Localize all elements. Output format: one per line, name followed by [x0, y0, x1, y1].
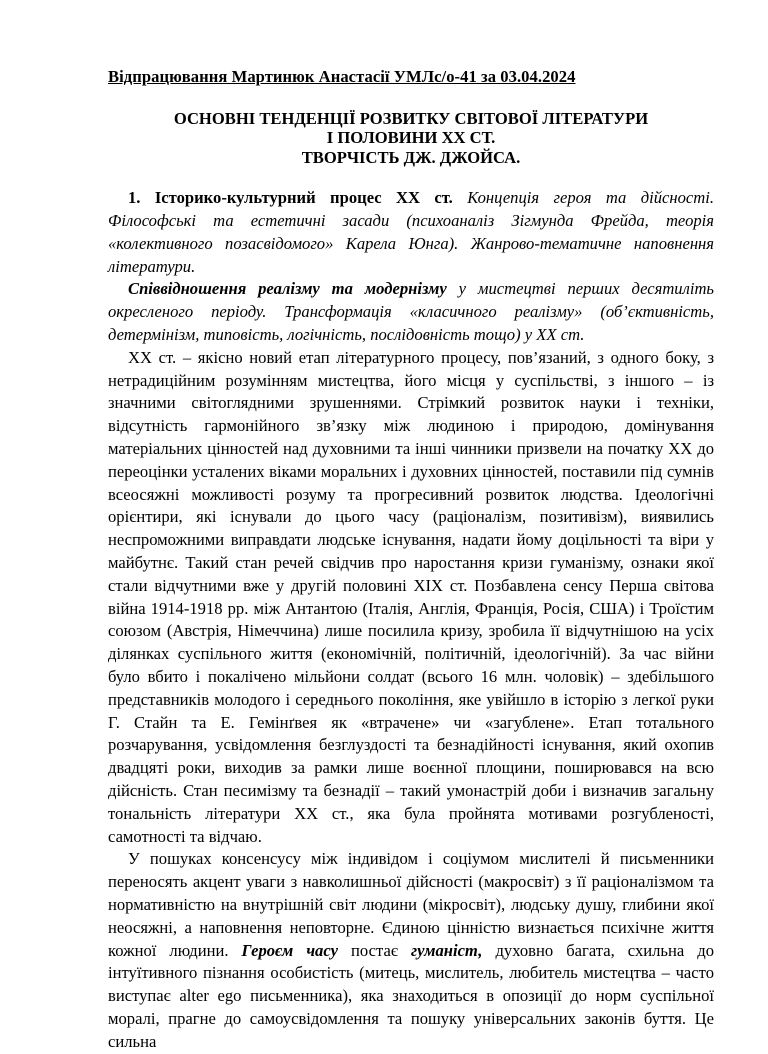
document-title	[108, 109, 714, 168]
hero-of-time-term: Героєм часу	[241, 940, 338, 960]
subsection-heading: Співвідношення реалізму та модернізму	[128, 279, 447, 299]
section-1-paragraph	[108, 187, 714, 278]
humanist-term: гуманіст,	[411, 940, 483, 960]
section-1-heading: 1. Історико-культурний процес ХХ ст.	[128, 188, 453, 208]
title-line-3: ТВОРЧІСТЬ ДЖ. ДЖОЙСА.	[301, 147, 521, 167]
subsection-text: у мистецтві перших десятиліть окресленого періоду. Трансформація «класичного реалізму» (об’єктивність, детермінізм, типовість, логічність, послідовність тощо) у ХХ ст.	[108, 279, 714, 345]
paragraph-2-part-3: духовно багата, схильна до інтуїтивного пізнання особистість (митець, мислитель, любитель мистецтва – часто виступає alter ego письменника), яка знаходиться в опозиції до норм суспільної моралі, прагне до самоусвідомлення та пошуку універсальних законів буття. Це сильна	[108, 940, 715, 1051]
body-paragraph-1: ХХ ст. – якісно новий етап літературного процесу, пов’язаний, з одного боку, з нетрадиційним розумінням мистецтва, його місця у суспільстві, з іншого – із значними світоглядними зрушеннями. Стрімкий розвиток науки і техніки, відсутність гармонійного зв’язку між людиною і природою, домінування матеріальних цінностей над духовними та інші чинники призвели на початку ХХ до переоцінки усталених віками моральних і духовних цінностей, поставили під сумнів всеосяжні можливості розуму та прогресивний розвиток людства. Ідеологічні орієнтири, які існували до цього часу (раціоналізм, позитивізм), виявились неспроможними виправдати людське існування, надати йому доцільності та віри у майбутнє. Такий стан речей свідчив про наростання кризи гуманізму, ознаки якої стали відчутними вже у другій половині ХІХ ст. Позбавлена сенсу Перша світова війна 1914-1918 рр. між Антантою (Італія, Англія, Франція, Росія, США) і Троїстим союзом (Австрія, Німеччина) лише посилила кризу, зробила її відчутнішою на усіх ділянках суспільного життя (економічній, політичній, ідеологічній). За час війни було вбито і покалічено мільйони солдат (всього 16 млн. чоловік) – здебільшого представників молодого і середнього покоління, яке увійшло в історію з легкої руки Г. Стайн та Е. Гемінґвея як «втрачене» чи «загублене». Етап тотального розчарування, усвідомлення безглуздості та безнадійності існування, який охопив двадцяті роки, виходив за рамки лише воєнної площини, поширювався на всю дійсність. Стан песимізму та безнадії – такий умонастрій доби і визначив загальну тональність літератури ХХ ст., яка була пройнята мотивами розгубленості, самотності та відчаю.	[108, 347, 714, 846]
document-header: Відпрацювання Мартинюк Анастасії УМЛс/о-41 за 03.04.2024	[108, 67, 576, 86]
paragraph-2-part-2: постає	[337, 940, 411, 960]
title-line-2: І ПОЛОВИНИ ХХ СТ.	[326, 128, 496, 148]
title-line-1: ОСНОВНІ ТЕНДЕНЦІЇ РОЗВИТКУ СВІТОВОЇ ЛІТЕРАТУРИ	[173, 108, 649, 128]
subsection-paragraph	[108, 278, 714, 346]
section-1-topics: Концепція героя та дійсності. Філософські та естетичні засади (психоаналіз Зігмунда Фрейда, теорія «колективного позасвідомого» Карела Юнга). Жанрово-тематичне наповнення літератури.	[108, 188, 714, 276]
body-paragraph-2	[108, 848, 714, 1053]
paragraph-2-part-1: У пошуках консенсусу між індивідом і соціумом мислителі й письменники переносять акцент уваги з навколишньої дійсності (макросвіт) з її раціоналізмом та нормативністю на внутрішній світ людини (мікросвіт), людську душу, глибини якої неосяжні, а наповнення неповторне. Єдиною цінністю визнається психічне життя кожної людини.	[108, 849, 714, 960]
